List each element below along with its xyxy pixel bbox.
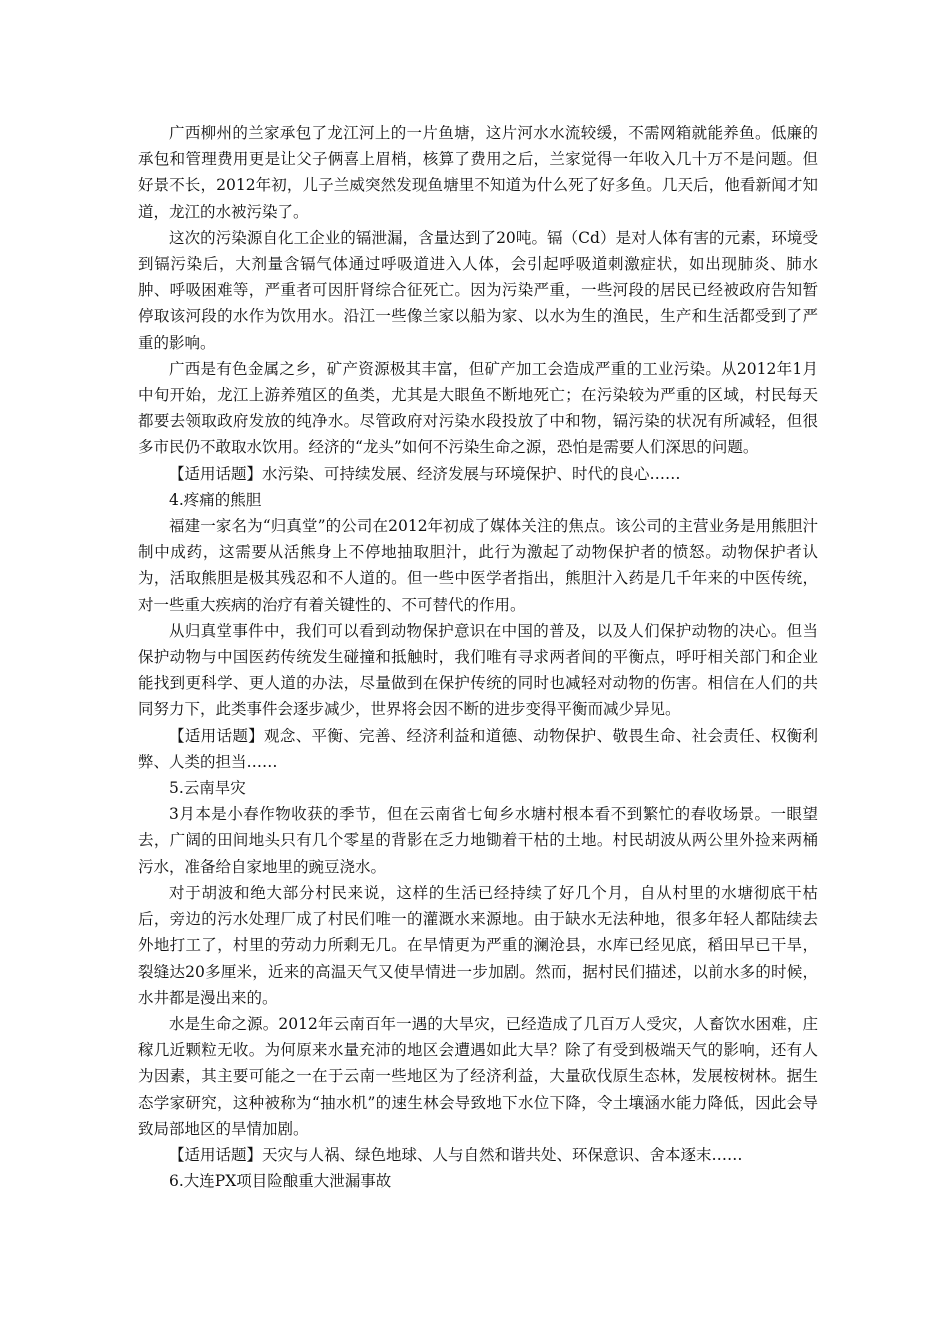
applicable-topics-2: 【适用话题】观念、平衡、完善、经济利益和道德、动物保护、敬畏生命、社会责任、权衡利弊、人类的担当…… — [138, 726, 818, 771]
paragraph-guangxi-mining: 广西是有色金属之乡，矿产资源极其丰富，但矿产加工会造成严重的工业污染。从2012年1月中旬开始，龙江上游养殖区的鱼类，尤其是大眼鱼不断地死亡；在污染较为严重的区域，村民每天都要去领取政府发放的纯净水。尽管政府对污染水段投放了中和物，镉污染的状况有所减轻，但很多市民仍不敢取水饮用。经济的“龙头”如何不污染生命之源，恐怕是需要人们深思的问题。 — [138, 359, 818, 457]
document-page — [138, 120, 818, 1194]
paragraph-cadmium-leak: 这次的污染源自化工企业的镉泄漏，含量达到了20吨。镉（Cd）是对人体有害的元素，环境受到镉污染后，大剂量含镉气体通过呼吸道进入人体，会引起呼吸道刺激症状，如出现肺炎、肺水肿、呼吸困难等，严重者可因肝肾综合征死亡。因为污染严重，一些河段的居民已经被政府告知暂停取该河段的水作为饮用水。沿江一些像兰家以船为家、以水为生的渔民，生产和生活都受到了严重的影响。 — [138, 228, 818, 352]
paragraph-water-source: 水是生命之源。2012年云南百年一遇的大旱灾，已经造成了几百万人受灾，人畜饮水困难，庄稼几近颗粒无收。为何原来水量充沛的地区会遭遇如此大旱？除了有受到极端天气的影响，还有人为因素，其主要可能之一在于云南一些地区为了经济利益，大量砍伐原生态林，发展桉树林。据生态学家研究，这种被称为“抽水机”的速生林会导致地下水位下降，令土壤涵水能力降低，因此会导致局部地区的旱情加剧。 — [138, 1014, 818, 1138]
paragraph-lanjia-fish-pond: 广西柳州的兰家承包了龙江河上的一片鱼塘，这片河水水流较缓，不需网箱就能养鱼。低廉的承包和管理费用更是让父子俩喜上眉梢，核算了费用之后，兰家觉得一年收入几十万不是问题。但好景不长，2012年初，儿子兰威突然发现鱼塘里不知道为什么死了好多鱼。几天后，他看新闻才知道，龙江的水被污染了。 — [138, 124, 818, 221]
section-heading-6: 6.大连PX项目险酿重大泄漏事故 — [169, 1172, 392, 1191]
paragraph-guizhentang: 福建一家名为“归真堂”的公司在2012年初成了媒体关注的焦点。该公司的主营业务是用熊胆汁制中成药，这需要从活熊身上不停地抽取胆汁，此行为激起了动物保护者的愤怒。动物保护者认为，活取熊胆是极其残忍和不人道的。但一些中医学者指出，熊胆汁入药是几千年来的中医传统，对一些重大疾病的治疗有着关键性的、不可替代的作用。 — [138, 517, 818, 614]
section-heading-4: 4.疼痛的熊胆 — [169, 490, 262, 509]
applicable-topics-1: 【适用话题】水污染、可持续发展、经济发展与环境保护、时代的良心…… — [169, 464, 681, 483]
section-heading-5: 5.云南旱灾 — [169, 779, 246, 798]
paragraph-spring-harvest: 3月本是小春作物收获的季节，但在云南省七甸乡水塘村根本看不到繁忙的春收场景。一眼望去，广阔的田间地头只有几个零星的背影在乏力地锄着干枯的土地。村民胡波从两公里外捡来两桶污水，准备给自家地里的豌豆浇水。 — [138, 805, 818, 876]
paragraph-animal-protection: 从归真堂事件中，我们可以看到动物保护意识在中国的普及，以及人们保护动物的决心。但当保护动物与中国医药传统发生碰撞和抵触时，我们唯有寻求两者间的平衡点，呼吁相关部门和企业能找到更科学、更人道的办法，尽量做到在保护传统的同时也减轻对动物的伤害。相信在人们的共同努力下，此类事件会逐步减少，世界将会因不断的进步变得平衡而减少异见。 — [138, 621, 818, 719]
applicable-topics-3: 【适用话题】天灾与人祸、绿色地球、人与自然和谐共处、环保意识、舍本逐末…… — [169, 1145, 743, 1164]
paragraph-villagers-drought: 对于胡波和绝大部分村民来说，这样的生活已经持续了好几个月，自从村里的水塘彻底干枯后，旁边的污水处理厂成了村民们唯一的灌溉水来源地。由于缺水无法种地，很多年轻人都陆续去外地打工了，村里的劳动力所剩无几。在旱情更为严重的澜沧县，水库已经见底，稻田早已干旱，裂缝达20多厘米，近来的高温天气又使旱情进一步加剧。然而，据村民们描述，以前水多的时候，水井都是漫出来的。 — [138, 883, 818, 1007]
